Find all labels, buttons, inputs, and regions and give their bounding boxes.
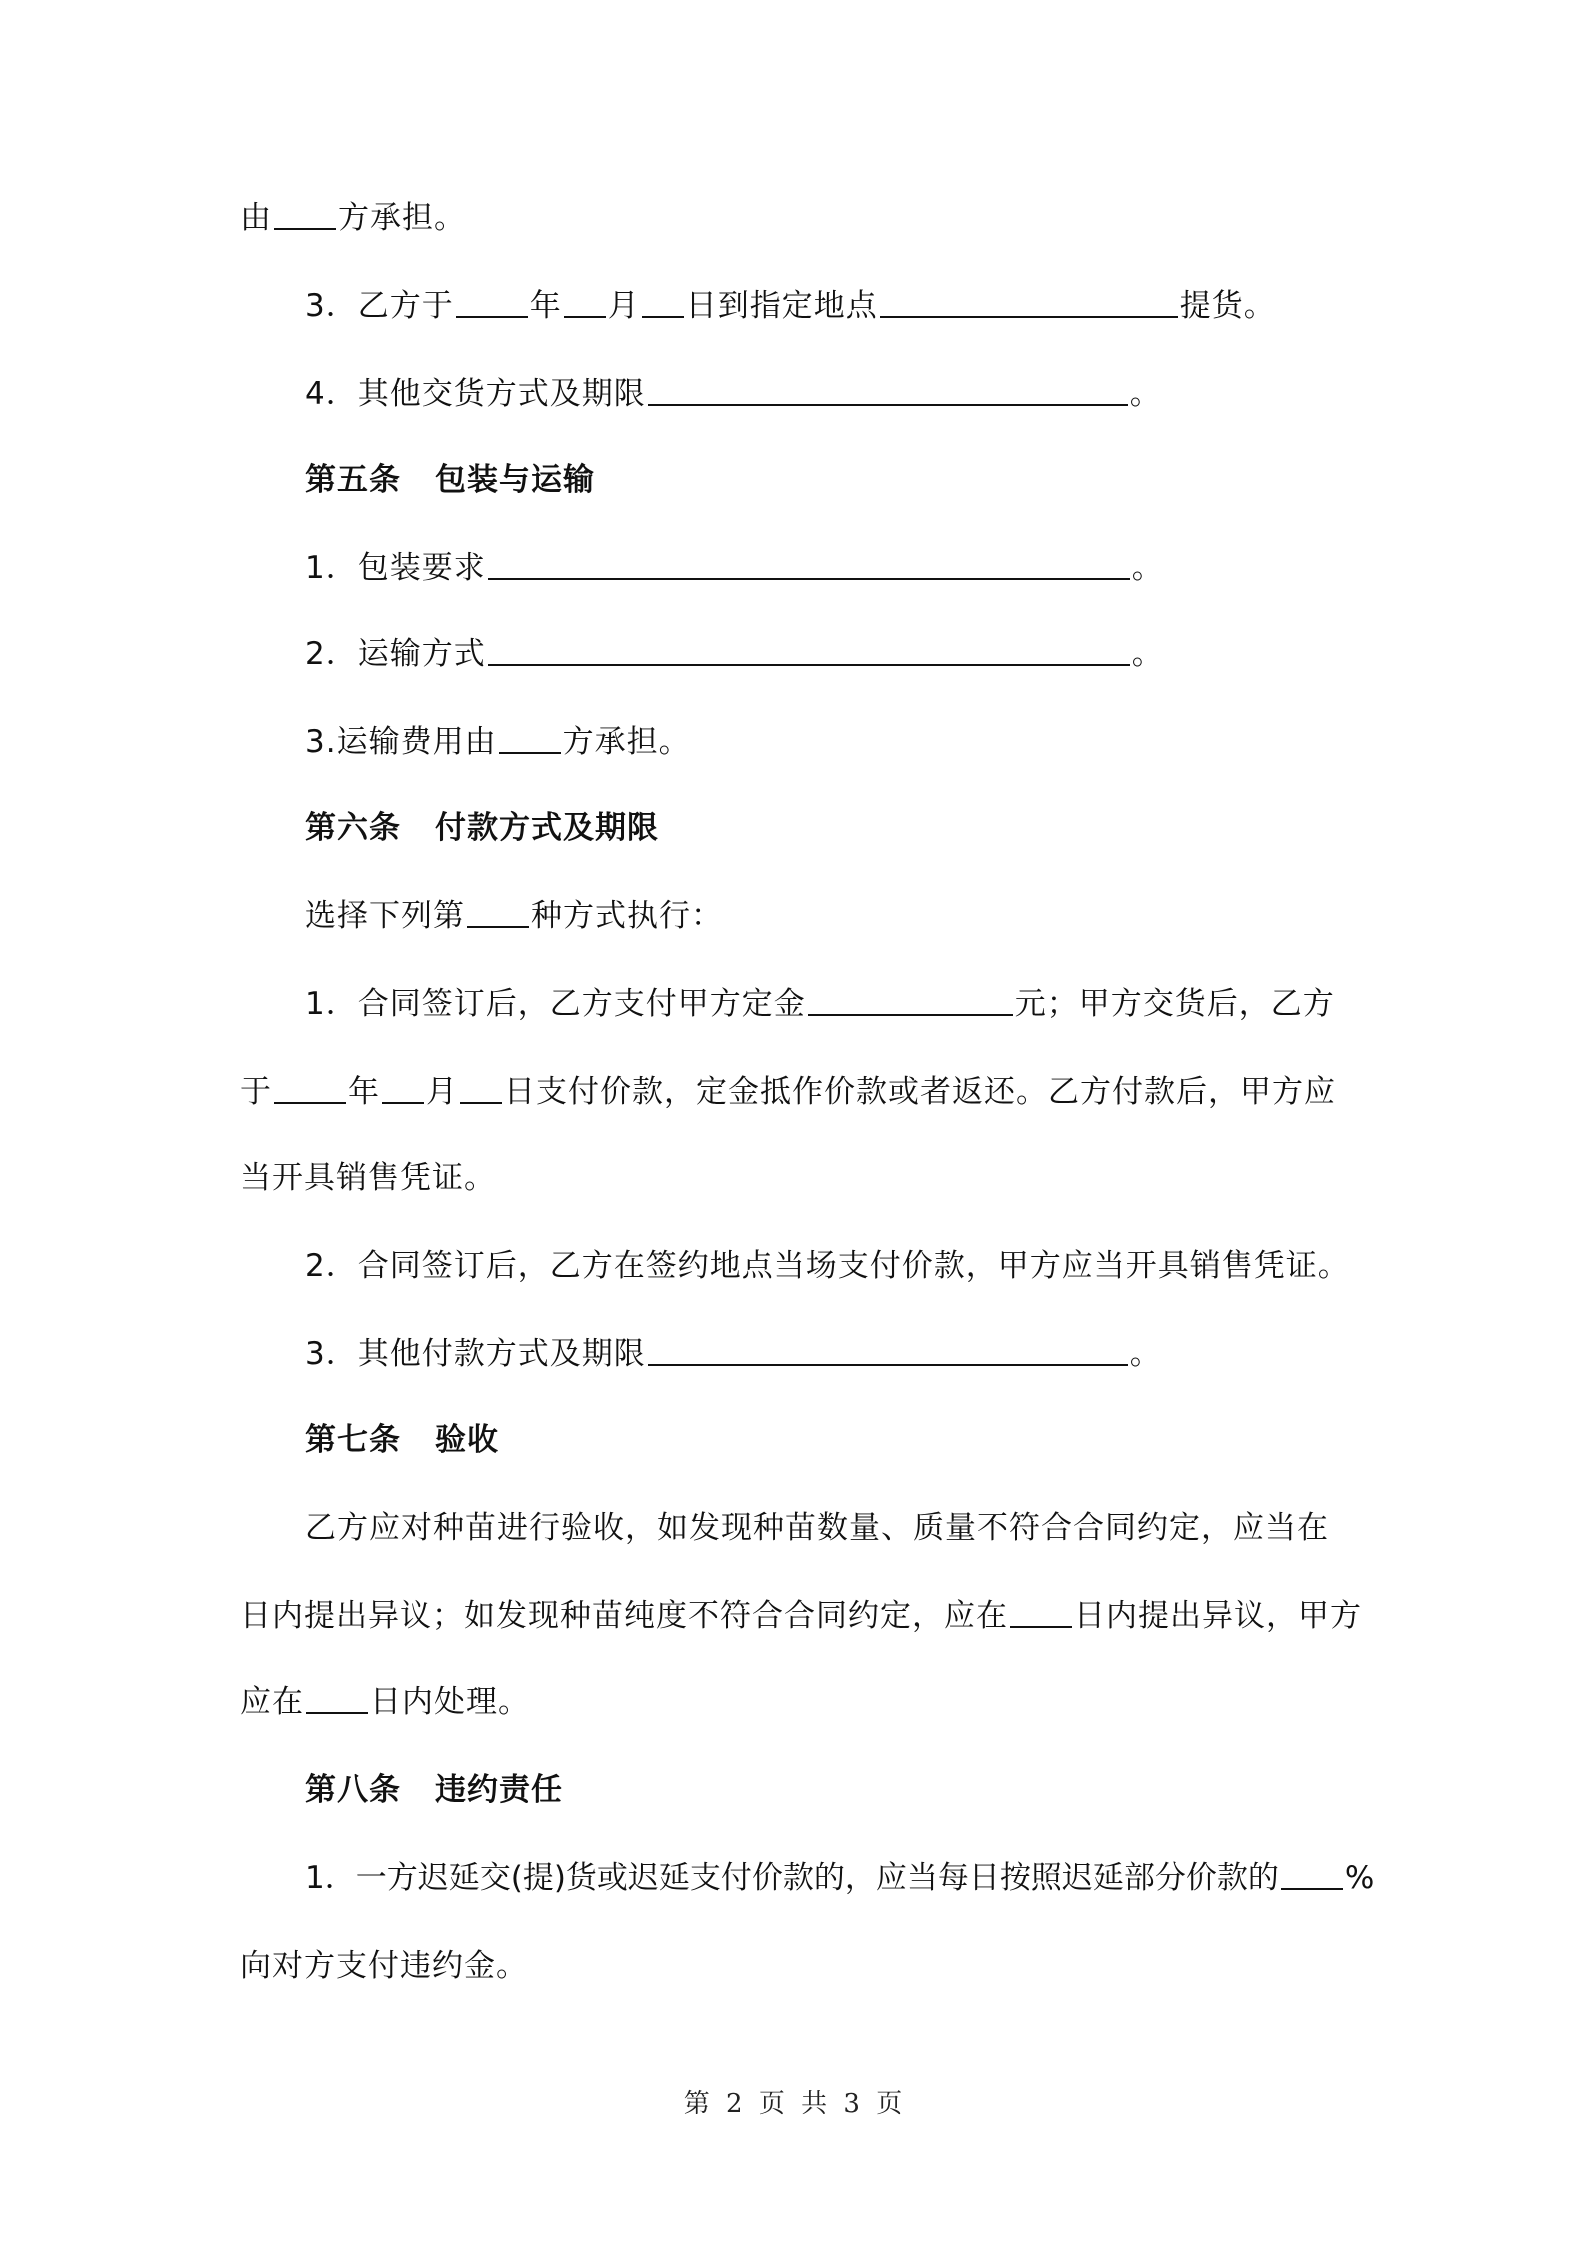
text-segment: 乙方应对种苗进行验收，如发现种苗数量、质量不符合合同约定，应当在 [305,1510,1329,1546]
text-segment: 日内处理。 [370,1684,530,1720]
text-segment: 。 [1131,550,1164,586]
blank-field[interactable] [460,1072,502,1104]
blank-field[interactable] [274,198,336,230]
text-segment: 3.运输费用由 [305,724,497,760]
text-segment: 向对方支付违约金。 [240,1948,528,1984]
blank-field[interactable] [648,374,1128,406]
text-segment: 当开具销售凭证。 [240,1160,496,1196]
text-segment: 2．合同签订后，乙方在签约地点当场支付价款，甲方应当开具销售凭证。 [305,1248,1350,1284]
text-segment: 。 [1129,376,1162,412]
blank-field[interactable] [642,286,684,318]
blank-field[interactable] [808,984,1013,1016]
text-segment: 日支付价款，定金抵作价款或者返还。乙方付款后，甲方应 [504,1074,1336,1110]
text-line [240,1156,496,1200]
text-segment: 月 [426,1074,458,1110]
section-title: 付款方式及期限 [435,810,659,846]
text-segment: 2．运输方式 [305,636,486,672]
text-segment: 元；甲方交货后，乙方 [1014,986,1335,1022]
text-segment: 1．一方迟延交(提)货或迟延支付价款的，应当每日按照迟延部分价款的 [305,1860,1279,1896]
text-segment: 年 [529,288,562,324]
section-heading [305,1768,563,1812]
section-number: 第五条 [305,462,401,498]
section-heading [305,458,595,502]
text-segment: 于 [240,1074,272,1110]
text-segment: 方承担。 [562,724,691,760]
section-title: 验收 [435,1422,499,1458]
blank-field[interactable] [564,286,606,318]
text-segment: 3．乙方于 [305,288,454,324]
text-segment: 应在 [240,1684,304,1720]
text-segment: 1．包装要求 [305,550,486,586]
blank-field[interactable] [648,1334,1128,1366]
section-number: 第六条 [305,810,401,846]
text-segment: 。 [1129,1336,1162,1372]
page-number-footer: 第 2 页 共 3 页 [683,2089,903,2119]
text-segment: 。 [1131,636,1164,672]
text-segment: 日内提出异议，甲方 [1074,1598,1362,1634]
text-segment: 4．其他交货方式及期限 [305,376,646,412]
section-title: 违约责任 [435,1772,563,1808]
blank-field[interactable] [382,1072,424,1104]
blank-field[interactable] [488,634,1130,666]
text-line [240,1594,1362,1638]
text-line [305,632,1164,676]
text-segment: 年 [348,1074,380,1110]
text-line [305,720,691,764]
text-segment: 种方式执行： [531,898,723,934]
section-number: 第八条 [305,1772,401,1808]
text-segment: 日内提出异议；如发现种苗纯度不符合合同约定，应在 [240,1598,1008,1634]
text-segment: 月 [607,288,640,324]
blank-field[interactable] [1281,1858,1343,1890]
text-line [305,894,723,938]
text-line [240,1680,530,1724]
text-line [305,982,1335,1026]
text-line [305,1506,1329,1550]
text-line [305,546,1164,590]
blank-field[interactable] [488,548,1130,580]
blank-field[interactable] [499,722,561,754]
section-number: 第七条 [305,1422,401,1458]
section-heading [305,806,659,850]
blank-field[interactable] [467,896,529,928]
text-segment: 方承担。 [338,200,466,236]
blank-field[interactable] [456,286,528,318]
text-segment: 日到指定地点 [685,288,878,324]
text-segment: 1．合同签订后，乙方支付甲方定金 [305,986,806,1022]
text-line [305,1856,1374,1900]
blank-field[interactable] [306,1682,368,1714]
text-segment: % [1344,1860,1375,1896]
text-line [240,196,466,240]
text-line [305,284,1276,328]
blank-field[interactable] [880,286,1178,318]
text-line [240,1070,1336,1114]
text-segment: 3．其他付款方式及期限 [305,1336,646,1372]
text-segment: 由 [240,200,272,236]
section-heading [305,1418,499,1462]
text-segment: 提货。 [1179,288,1276,324]
text-line [305,372,1162,416]
text-line [305,1332,1162,1376]
blank-field[interactable] [1010,1596,1072,1628]
text-line [305,1244,1350,1288]
section-title: 包装与运输 [435,462,595,498]
text-line [240,1944,528,1988]
blank-field[interactable] [274,1072,346,1104]
text-segment: 选择下列第 [305,898,465,934]
